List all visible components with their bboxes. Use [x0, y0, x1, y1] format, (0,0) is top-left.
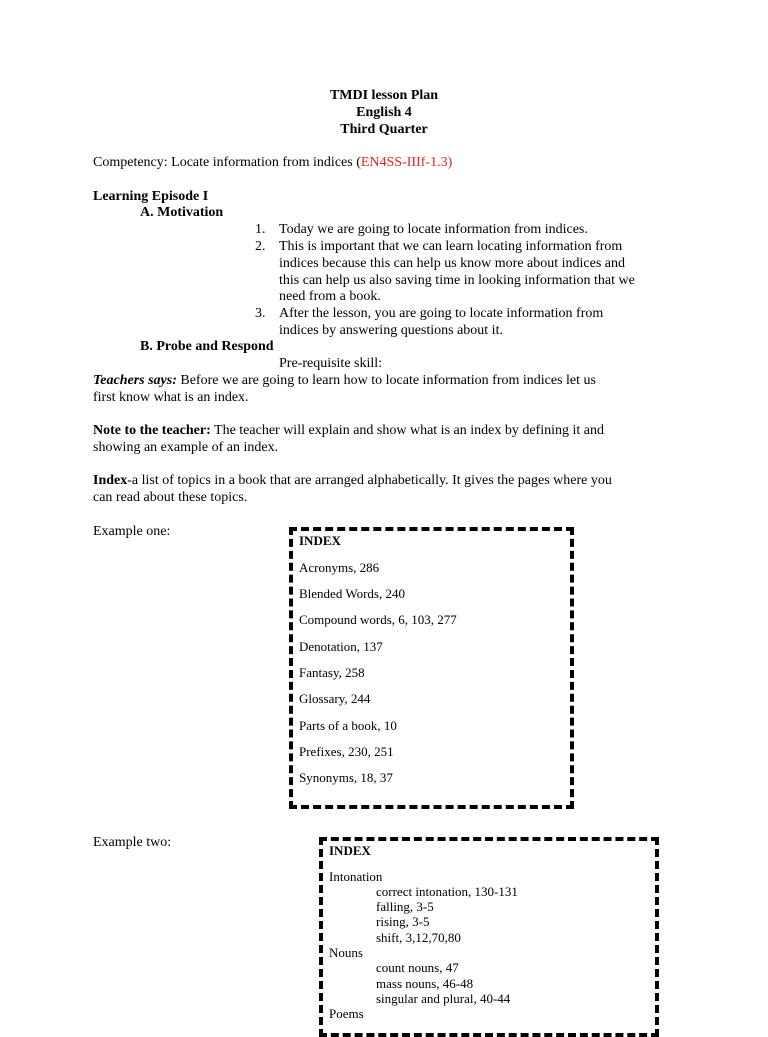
note-line-1 [93, 423, 604, 439]
index-topic: Poems [329, 1006, 364, 1021]
motivation-num-1: 1. [255, 222, 266, 237]
index-subentry: correct intonation, 130-131 [376, 884, 518, 899]
motivation-item-2-line-2: indices because this can help us know more about indices and [279, 256, 626, 271]
index-subentry: falling, 3-5 [376, 899, 434, 914]
index-subentry: shift, 3,12,70,80 [376, 930, 461, 945]
index-entry: Prefixes, 230, 251 [299, 744, 394, 759]
index-entry: Compound words, 6, 103, 277 [299, 612, 457, 627]
note-label: Note to the teacher: [93, 423, 211, 438]
motivation-item-3-line-1: After the lesson, you are going to locate information from [279, 306, 604, 321]
index-topic: Intonation [329, 869, 383, 884]
index-subentry: count nouns, 47 [376, 960, 459, 975]
doc-subject: English 4 [356, 105, 412, 120]
probe-heading: B. Probe and Respond [140, 339, 274, 354]
index-entry: Synonyms, 18, 37 [299, 770, 393, 785]
competency-label: Competency: Locate information from indices ( [93, 155, 361, 170]
index-subentry: rising, 3-5 [376, 914, 430, 929]
example-one-index-title: INDEX [299, 533, 341, 548]
definition-line-1 [93, 473, 612, 489]
index-topic: Nouns [329, 945, 363, 960]
example-two-index-box [319, 837, 659, 1037]
motivation-num-2: 2. [255, 239, 266, 254]
teacher-says-line-2: first know what is an index. [93, 390, 249, 405]
index-entry: Parts of a book, 10 [299, 718, 397, 733]
motivation-item-1-line-1: Today we are going to locate information from indices. [279, 222, 588, 237]
motivation-item-3-line-2: indices by answering questions about it. [279, 323, 503, 338]
teacher-says-line-1 [93, 373, 596, 389]
definition-line-2: can read about these topics. [93, 490, 248, 505]
index-entry: Acronyms, 286 [299, 560, 380, 575]
teacher-says-label: Teachers says: [93, 373, 177, 388]
motivation-num-3: 3. [255, 306, 266, 321]
motivation-item-2-line-4: need from a book. [279, 289, 381, 304]
index-entry: Blended Words, 240 [299, 586, 405, 601]
prereq-label: Pre-requisite skill: [279, 356, 383, 371]
motivation-item-2-line-3: this can help us also saving time in looking information that we [279, 273, 635, 288]
index-entry: Denotation, 137 [299, 639, 383, 654]
index-subentry: singular and plural, 40-44 [376, 991, 511, 1006]
teacher-says-text-1: Before we are going to learn how to locate information from indices let us [176, 373, 596, 388]
note-line-2: showing an example of an index. [93, 440, 279, 455]
example-two-label: Example two: [93, 835, 172, 850]
motivation-item-2-line-1: This is important that we can learn locating information from [279, 239, 623, 254]
index-entry: Fantasy, 258 [299, 665, 365, 680]
example-two-index-title: INDEX [329, 843, 371, 858]
index-entry: Glossary, 244 [299, 691, 371, 706]
episode-title: Learning Episode I [93, 189, 209, 204]
definition-term: Index [93, 473, 128, 488]
doc-title: TMDI lesson Plan [329, 88, 439, 103]
note-text-1: The teacher will explain and show what is an index by defining it and [210, 423, 604, 438]
index-subentry: mass nouns, 46-48 [376, 976, 474, 991]
motivation-heading: A. Motivation [140, 205, 224, 220]
example-one-label: Example one: [93, 524, 171, 539]
doc-quarter: Third Quarter [340, 122, 428, 137]
competency-code: EN4SS-IIIf-1.3) [360, 155, 453, 170]
definition-text-1: -a list of topics in a book that are arranged alphabetically. It gives the pages where you [127, 473, 612, 488]
competency-line [93, 155, 452, 171]
